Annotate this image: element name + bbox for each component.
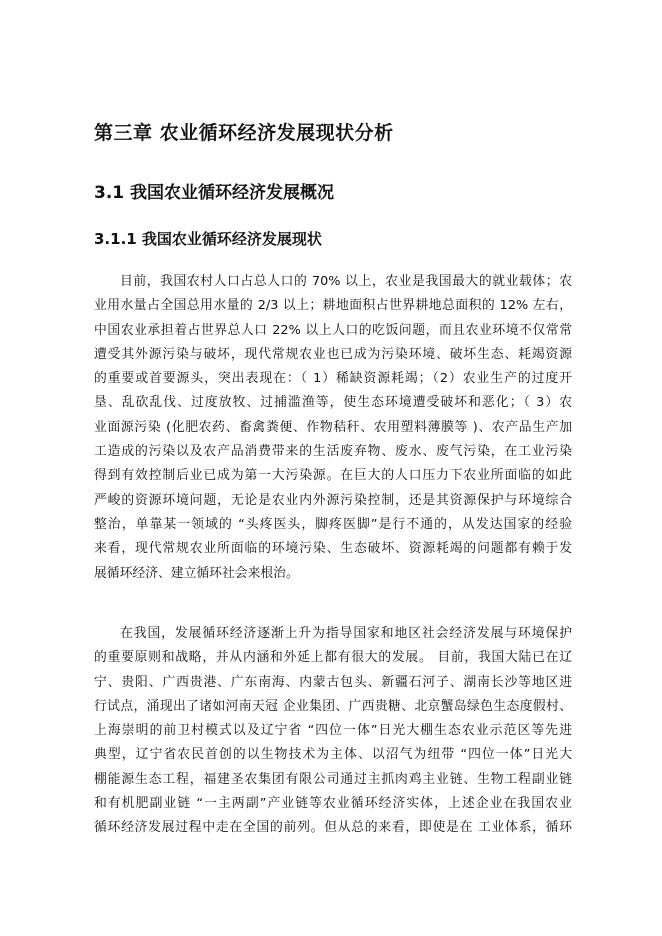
- paragraph-line: 在我国，发展循环经济逐渐上升为指导国家和地区社会经济发展与环境保护: [120, 626, 572, 641]
- paragraph-line: 中国农业承担着占世界总人口 22% 以上人口的吃饭问题，而且农业环境不仅常常: [94, 322, 572, 338]
- paragraph-line: 的重要原则和战略，并从内涵和外延上都有很大的发展。 目前，我国大陆已在辽: [94, 650, 572, 666]
- paragraph-line: 垦、乱砍乱伐、过度放牧、过捕滥渔等，使生态环境遭受破坏和恶化；（ 3）农: [94, 395, 572, 411]
- paragraph-2: [94, 622, 572, 841]
- paragraph-line: 业面源污染 (化肥农药、畜禽粪便、作物秸秆、农用塑料薄膜等 )、农产品生产加: [94, 419, 572, 435]
- chapter-title: 第三章 农业循环经济发展现状分析: [94, 122, 394, 144]
- section-title: 3.1 我国农业循环经济发展概况: [94, 183, 335, 203]
- paragraph-line: 得到有效控制后业已成为第一大污染源。在巨大的人口压力下农业所面临的如此: [94, 468, 572, 484]
- paragraph-line: 宁、贵阳、广西贵港、广东南海、内蒙古包头、新疆石河子、湖南长沙等地区进: [94, 674, 572, 690]
- paragraph-line: 整治，单靠某一领域的 “头疼医头，脚疼医脚”是行不通的，从发达国家的经验: [94, 516, 572, 532]
- paragraph-line: 遭受其外源污染与破坏，现代常规农业也已成为污染环境、破坏生态、耗竭资源: [94, 346, 572, 362]
- paragraph-line: 工造成的污染以及农产品消费带来的生活废弃物、废水、废气污染，在工业污染: [94, 444, 572, 460]
- paragraph-line: 和有机肥副业链 “一主两副”产业链等农业循环经济实体，上述企业在我国农业: [94, 796, 572, 812]
- paragraph-line: 典型，辽宁省农民首创的以生物技术为主体、以沼气为纽带 “四位一体”日光大: [94, 747, 572, 763]
- paragraph-line: 业用水量占全国总用水量的 2/3 以上；耕地面积占世界耕地总面积的 12% 左右，: [94, 298, 572, 314]
- subsection-title: 3.1.1 我国农业循环经济发展现状: [94, 230, 322, 248]
- paragraph-line: 上海崇明的前卫村模式以及辽宁省 “四位一体”日光大棚生态农业示范区等先进: [94, 723, 572, 739]
- paragraph-line: 来看，现代常规农业所面临的环境污染、生态破坏、资源耗竭的问题都有赖于发: [94, 541, 572, 557]
- paragraph-line: 循环经济发展过程中走在全国的前列。但从总的来看，即使是在 工业体系，循环: [94, 820, 572, 836]
- paragraph-1: [94, 270, 572, 586]
- paragraph-line: 棚能源生态工程，福建圣农集团有限公司通过主抓肉鸡主业链、生物工程副业链: [94, 771, 572, 787]
- paragraph-line: 行试点，涌现出了诸如河南天冠 企业集团、广西贵糖、北京蟹岛绿色生态度假村、: [94, 698, 572, 714]
- paragraph-line: 目前，我国农村人口占总人口的 70% 以上，农业是我国最大的就业载体；农: [120, 274, 572, 289]
- paragraph-line: 严峻的资源环境问题，无论是农业内外源污染控制，还是其资源保护与环境综合: [94, 492, 572, 508]
- paragraph-line: 的重要或首要源头，突出表现在：（ 1）稀缺资源耗竭；（2）农业生产的过度开: [94, 371, 572, 387]
- paragraph-line: 展循环经济、建立循环社会来根治。: [94, 565, 299, 581]
